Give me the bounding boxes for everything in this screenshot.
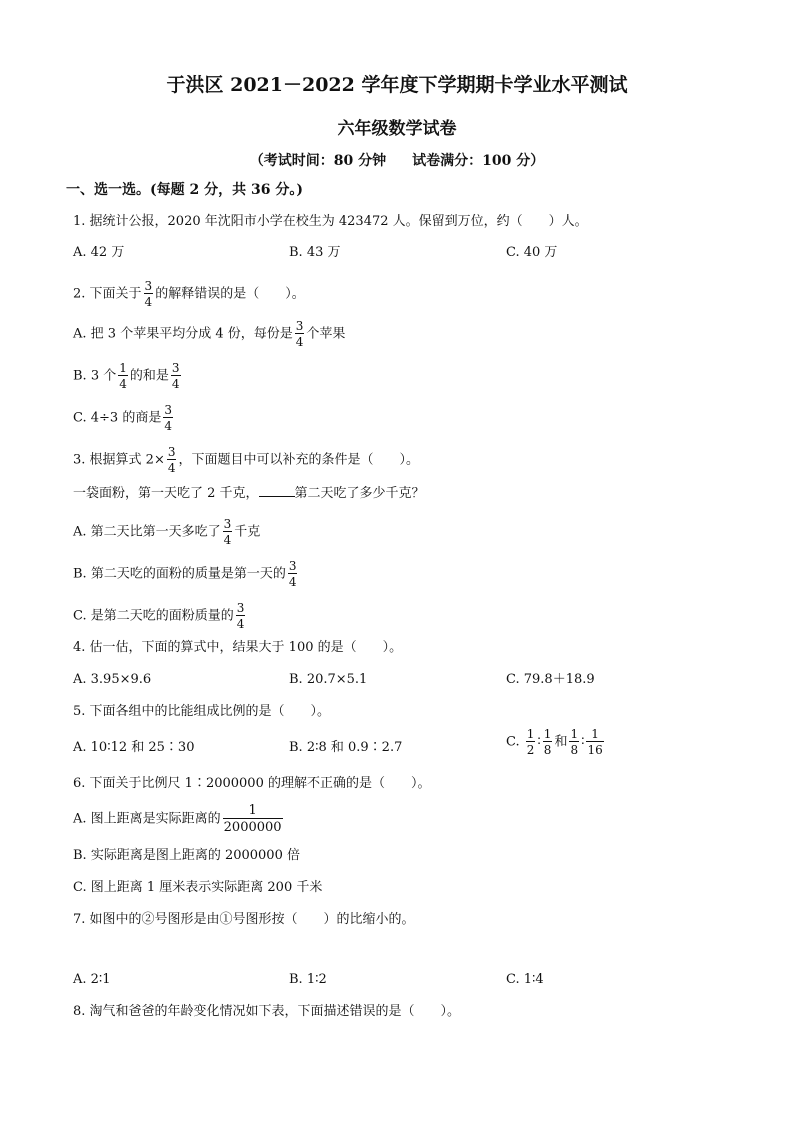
q3-option-a[interactable]: A. 第二天比第一天多吃了 $\frac{3}{4}$ 千克 xyxy=(73,517,261,547)
q2-text-pre: 2. 下面关于 xyxy=(73,286,142,302)
q2-text-post: 的解释错误的是（ ）。 xyxy=(155,286,305,302)
fraction-1-16: $\frac{1}{16}$ xyxy=(587,727,603,757)
fraction-3-4: $\frac{3}{4}$ xyxy=(171,361,180,391)
fraction-1-8: $\frac{1}{8}$ xyxy=(543,727,552,757)
fraction-3-4: $\frac{3}{4}$ xyxy=(167,445,176,475)
answer-blank[interactable] xyxy=(259,482,295,497)
q5-option-c[interactable]: C. $\frac{1}{2}$ ∶ $\frac{1}{8}$ 和 $\frac{1}{8}$ ∶ $\frac{1}{16}$ xyxy=(506,727,603,757)
q3-story: 一袋面粉，第一天吃了 2 千克， 第二天吃了多少千克？ xyxy=(73,482,425,504)
fraction-1-8: $\frac{1}{8}$ xyxy=(570,727,579,757)
fraction-1-4: $\frac{1}{4}$ xyxy=(119,361,127,391)
question-7: 7. 如图中的②号图形是由①号图形按（ ）的比缩小的。 xyxy=(73,912,415,927)
q4-option-c[interactable]: C. 79.8＋18.9 xyxy=(506,672,595,687)
q3-option-c[interactable]: C. 是第二天吃的面粉质量的 $\frac{3}{4}$ xyxy=(73,601,245,631)
fraction-1-2: $\frac{1}{2}$ xyxy=(526,727,535,757)
q7-option-a[interactable]: A. 2∶1 xyxy=(73,972,111,987)
exam-subtitle: 六年级数学试卷 xyxy=(337,119,457,139)
question-5: 5. 下面各组中的比能组成比例的是（ ）。 xyxy=(73,704,331,719)
question-3: 3. 根据算式 2× $\frac{3}{4}$ ，下面题目中可以补充的条件是（ ）。 xyxy=(73,445,419,475)
section-heading: 一、选一选。(每题 2 分，共 36 分。) xyxy=(66,182,303,198)
exam-score: 试卷满分：100 分） xyxy=(412,153,545,169)
q6-option-a[interactable]: A. 图上距离是实际距离的 $\frac{1}{2000000}$ xyxy=(73,803,282,835)
q1-option-b[interactable]: B. 43 万 xyxy=(289,245,341,260)
fraction-3-4: $\frac{3}{4}$ xyxy=(223,517,232,547)
q5-option-a[interactable]: A. 10∶12 和 25∶30 xyxy=(73,740,195,755)
q4-option-a[interactable]: A. 3.95×9.6 xyxy=(73,672,152,687)
question-6: 6. 下面关于比例尺 1∶2000000 的理解不正确的是（ ）。 xyxy=(73,776,431,791)
fraction-3-4: $\frac{3}{4}$ xyxy=(236,601,245,631)
fraction-1-2000000: $\frac{1}{2000000}$ xyxy=(223,803,282,835)
q2-option-c[interactable]: C. 4÷3 的商是 $\frac{3}{4}$ xyxy=(73,403,172,433)
q6-option-b[interactable]: B. 实际距离是图上距离的 2000000 倍 xyxy=(73,848,300,863)
q7-option-b[interactable]: B. 1∶2 xyxy=(289,972,327,987)
exam-time: （考试时间：80 分钟 xyxy=(249,153,387,169)
question-1: 1. 据统计公报，2020 年沈阳市小学在校生为 423472 人。保留到万位，约（ ）人。 xyxy=(73,214,588,229)
q2-option-a[interactable]: A. 把 3 个苹果平均分成 4 份，每份是 $\frac{3}{4}$ 个苹果 xyxy=(73,319,346,349)
question-4: 4. 估一估，下面的算式中，结果大于 100 的是（ ）。 xyxy=(73,640,403,655)
q3-option-b[interactable]: B. 第二天吃的面粉的质量是第一天的 $\frac{3}{4}$ xyxy=(73,559,297,589)
fraction-3-4: $\frac{3}{4}$ xyxy=(295,319,304,349)
q7-option-c[interactable]: C. 1∶4 xyxy=(506,972,544,987)
question-2 xyxy=(73,280,305,308)
q1-option-c[interactable]: C. 40 万 xyxy=(506,245,558,260)
exam-title: 于洪区 2021－2022 学年度下学期期卡学业水平测试 xyxy=(166,74,628,96)
q4-option-b[interactable]: B. 20.7×5.1 xyxy=(289,672,368,687)
q1-option-a[interactable]: A. 42 万 xyxy=(73,245,125,260)
q2-option-b[interactable]: B. 3 个 $\frac{1}{4}$ 的和是 $\frac{3}{4}$ xyxy=(73,361,180,391)
q5-option-b[interactable]: B. 2∶8 和 0.9∶2.7 xyxy=(289,740,403,755)
fraction-3-4: $\frac{3}{4}$ xyxy=(144,279,153,309)
question-8: 8. 淘气和爸爸的年龄变化情况如下表，下面描述错误的是（ ）。 xyxy=(73,1004,461,1019)
exam-info xyxy=(0,150,794,170)
fraction-3-4: $\frac{3}{4}$ xyxy=(288,559,297,589)
q6-option-c[interactable]: C. 图上距离 1 厘米表示实际距离 200 千米 xyxy=(73,880,323,895)
fraction-3-4: $\frac{3}{4}$ xyxy=(164,403,172,433)
